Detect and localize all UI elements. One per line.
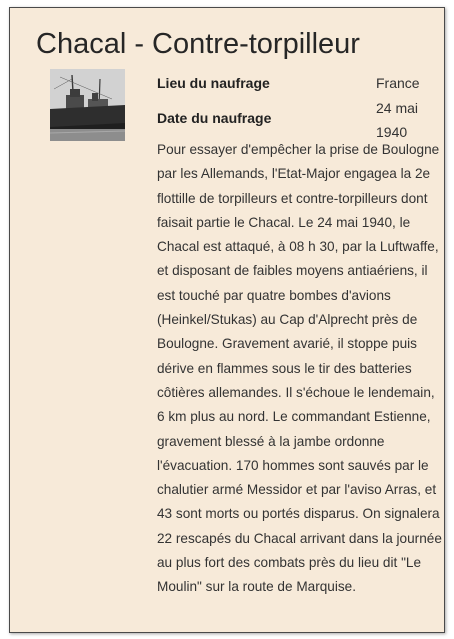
page-title: Chacal - Contre-torpilleur [36,28,360,60]
shipwreck-card [9,7,445,633]
ship-info [157,70,442,600]
detail-row-date [157,96,437,138]
warship-image [50,69,125,141]
shipwreck-description: Pour essayer d'empêcher la prise de Boulogne par les Allemands, l'Etat-Major engagea la 2e flottille de torpilleurs et contre-torpilleurs dont faisait partie le Chacal. Le 24 mai 1940, le Chacal est attaqué, à 08 h 30, par la Luftwaffe, et disposant de faibles moyens antiaériens, il est touché par quatre bombes d'avions (Heinkel/Stukas) au Cap d'Alprecht près de Boulogne. Gravement avarié, il stoppe puis dérive en flammes sous le tir des batteries côtières allemandes. Il s'échoue le lendemain, 6 km plus au nord. Le commandant Estienne, gravement blessé à la jambe ordonne l'évacuation. 170 hommes sont sauvés par le chalutier armé Messidor et par l'aviso Arras, et 43 sont morts ou portés disparus. On signalera 22 rescapés du Chacal arrivant dans la journée au plus fort des combats près du lieu dit "Le Moulin" sur la route de Marquise. [157,142,442,595]
location-value: France [376,75,420,91]
detail-row-location [157,70,437,96]
location-label: Lieu du naufrage [157,75,270,91]
date-value: 24 mai 1940 [376,100,419,140]
ship-photo[interactable] [50,69,125,141]
date-label: Date du naufrage [157,110,272,126]
